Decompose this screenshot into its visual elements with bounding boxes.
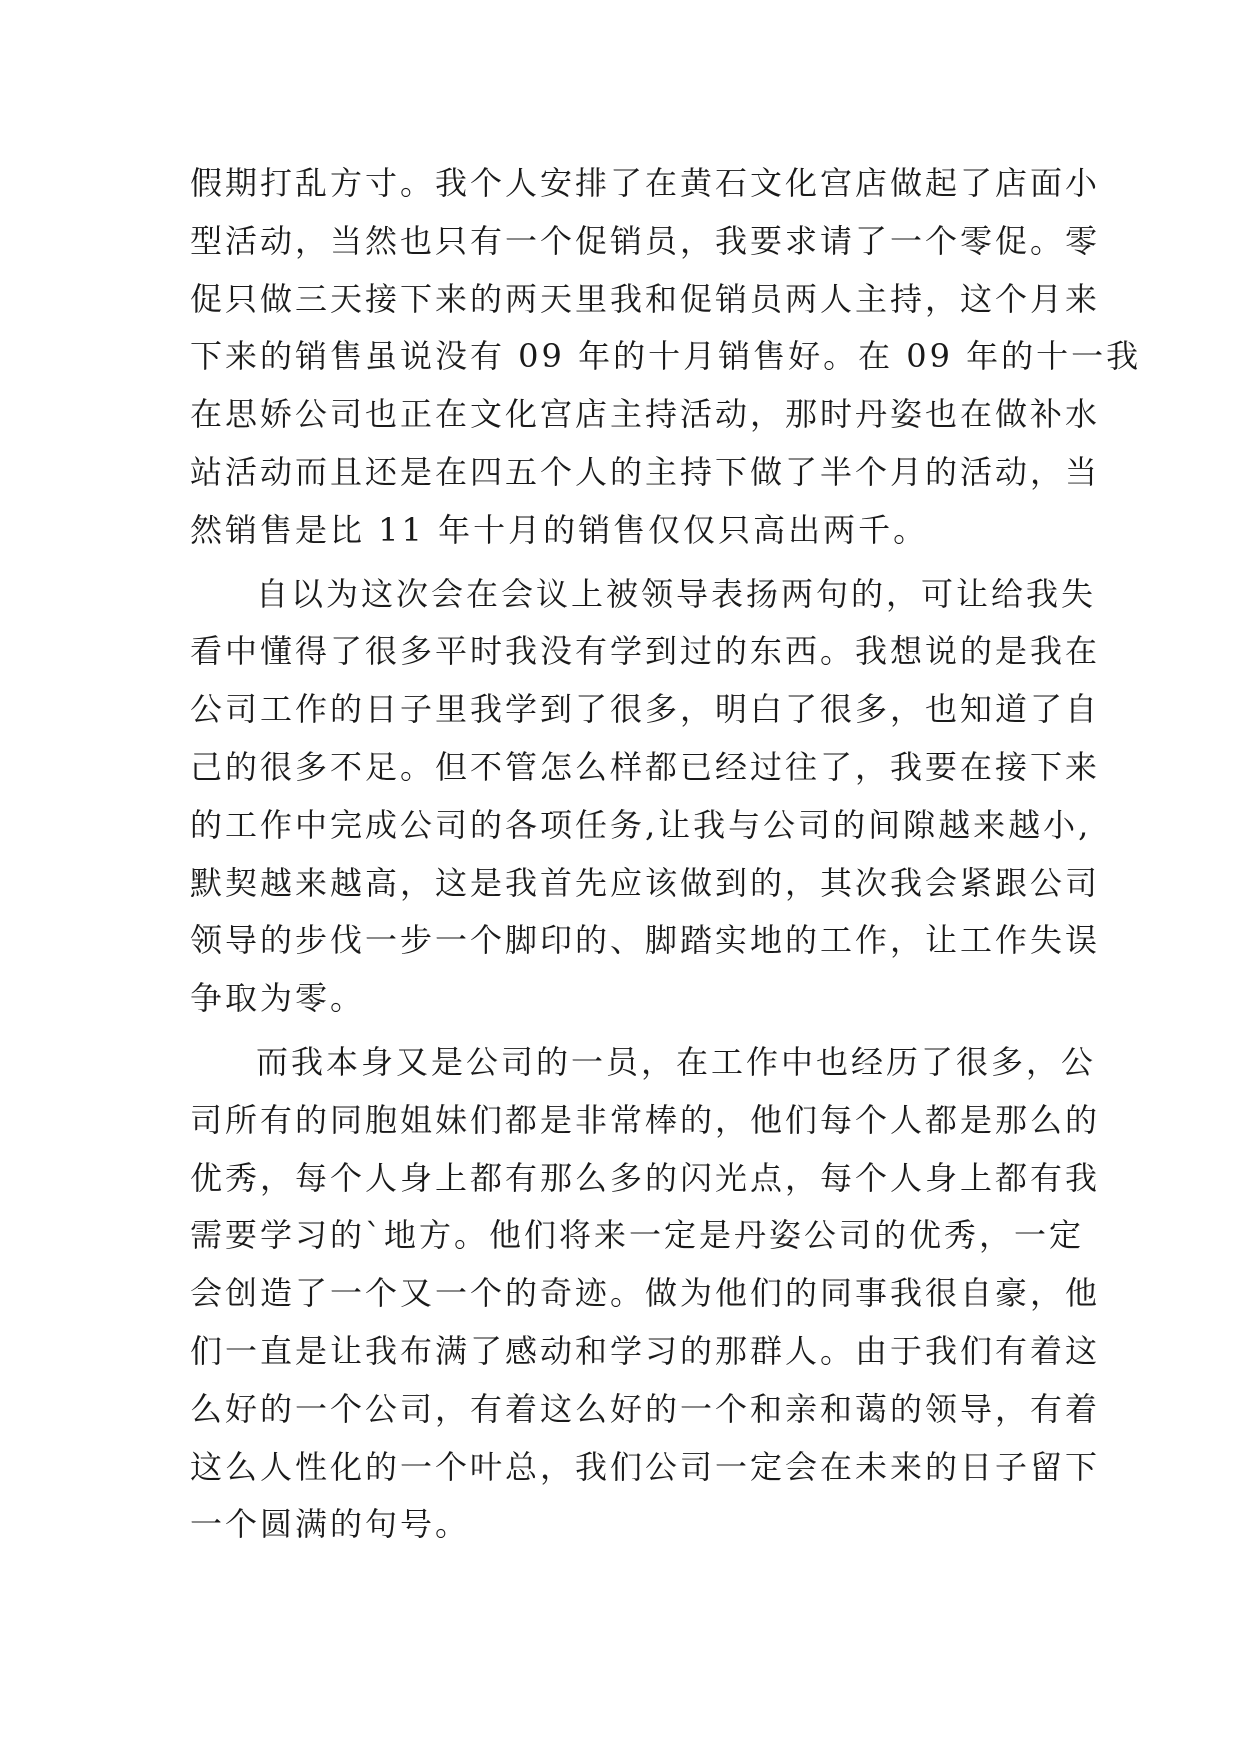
text-line: 假期打乱方寸。我个人安排了在黄石文化宫店做起了店面小 bbox=[190, 164, 1101, 202]
text-line: 然销售是比 11 年十月的销售仅仅只高出两千。 bbox=[190, 510, 929, 549]
document-body bbox=[190, 155, 1142, 1554]
paragraph-3 bbox=[190, 1034, 1101, 1554]
text-line: 优秀，每个人身上都有那么多的闪光点，每个人身上都有我 bbox=[190, 1158, 1101, 1197]
text-line: 在思娇公司也正在文化宫店主持活动，那时丹姿也在做补水 bbox=[190, 395, 1101, 434]
text-line: 而我本身又是公司的一员，在工作中也经历了很多，公 bbox=[256, 1042, 1097, 1081]
text-line: 需要学习的`地方。他们将来一定是丹姿公司的优秀，一定 bbox=[190, 1216, 1085, 1255]
text-line: 默契越来越高，这是我首先应该做到的，其次我会紧跟公司 bbox=[190, 863, 1101, 902]
text-line: 促只做三天接下来的两天里我和促销员两人主持，这个月来 bbox=[190, 279, 1101, 318]
text-line: 争取为零。 bbox=[190, 979, 366, 1018]
text-line: 这么人性化的一个叶总，我们公司一定会在未来的日子留下 bbox=[190, 1447, 1101, 1486]
text-line: 司所有的同胞姐妹们都是非常棒的，他们每个人都是那么的 bbox=[190, 1100, 1101, 1139]
text-line: 的工作中完成公司的各项任务,让我与公司的间隙越来越小, bbox=[190, 805, 1092, 844]
text-line: 会创造了一个又一个的奇迹。做为他们的同事我很自豪，他 bbox=[190, 1274, 1101, 1313]
text-line: 型活动，当然也只有一个促销员，我要求请了一个零促。零 bbox=[190, 221, 1101, 260]
text-line: 己的很多不足。但不管怎么样都已经过往了，我要在接下来 bbox=[190, 747, 1101, 786]
text-line: 么好的一个公司，有着这么好的一个和亲和蔼的领导，有着 bbox=[190, 1389, 1101, 1428]
text-line: 站活动而且还是在四五个人的主持下做了半个月的活动，当 bbox=[190, 452, 1101, 491]
text-line: 下来的销售虽说没有 09 年的十月销售好。在 09 年的十一我 bbox=[190, 337, 1142, 376]
text-line: 公司工作的日子里我学到了很多，明白了很多，也知道了自 bbox=[190, 690, 1101, 729]
paragraph-1 bbox=[190, 155, 1142, 560]
text-line: 领导的步伐一步一个脚印的、脚踏实地的工作，让工作失误 bbox=[190, 921, 1101, 960]
text-line: 一个圆满的句号。 bbox=[190, 1505, 471, 1544]
text-line: 看中懂得了很多平时我没有学到过的东西。我想说的是我在 bbox=[190, 632, 1101, 671]
paragraph-2 bbox=[190, 566, 1101, 1028]
text-line: 们一直是让我布满了感动和学习的那群人。由于我们有着这 bbox=[190, 1331, 1101, 1370]
text-line: 自以为这次会在会议上被领导表扬两句的，可让给我失 bbox=[256, 574, 1097, 613]
